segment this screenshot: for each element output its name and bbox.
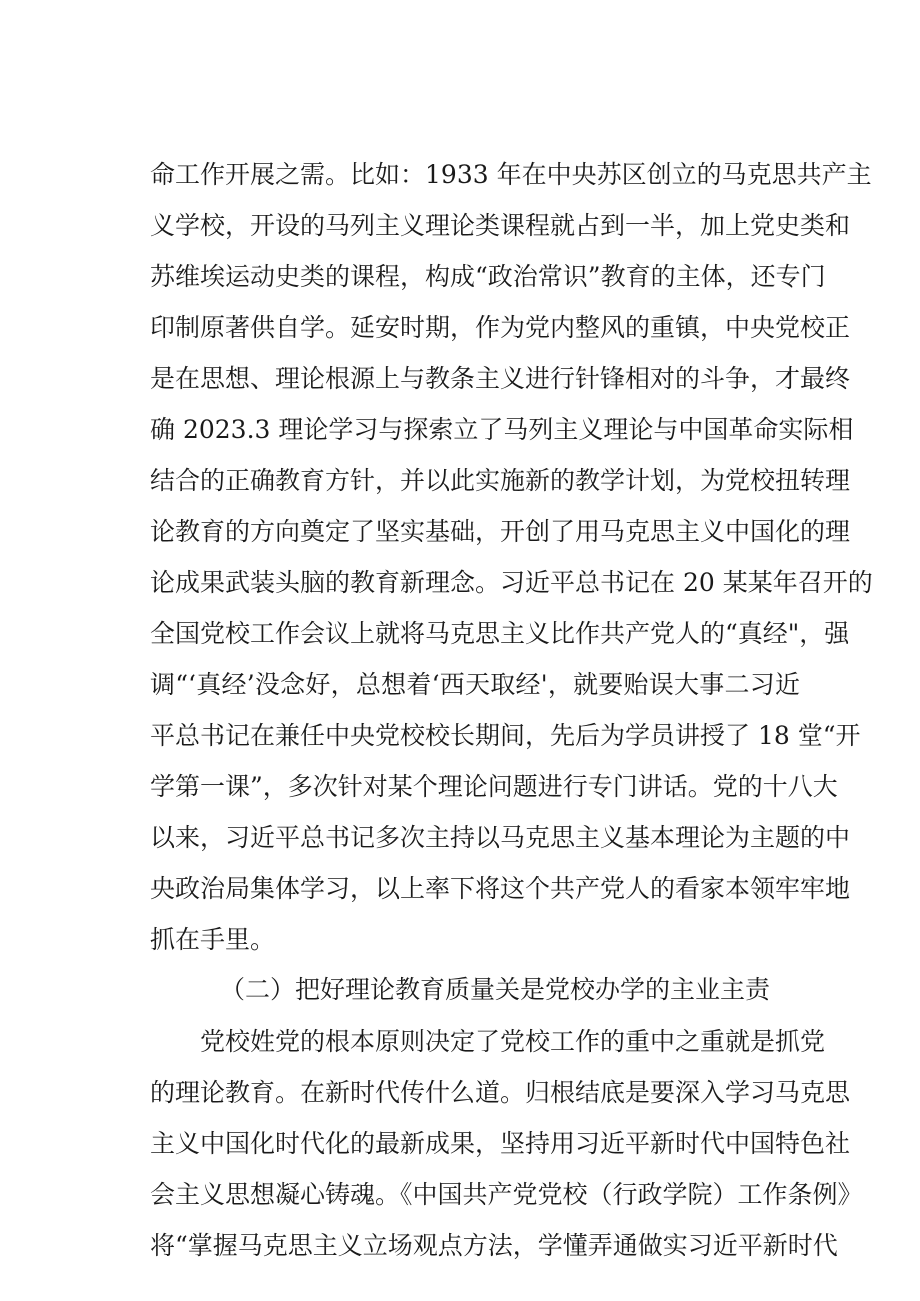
- paragraph-line: 的理论教育。在新时代传什么道。归根结底是要深入学习马克思: [150, 1078, 851, 1107]
- paragraph-line: 印制原著供自学。延安时期，作为党内整风的重镇，中央党校正: [150, 313, 851, 342]
- paragraph-line: 论教育的方向奠定了坚实基础，开创了用马克思主义中国化的理: [150, 517, 851, 546]
- paragraph-line: 命工作开展之需。比如：1933 年在中央苏区创立的马克思共产主: [150, 160, 872, 189]
- paragraph-line: 学第一课”，多次针对某个理论问题进行专门讲话。党的十八大: [150, 772, 838, 801]
- paragraph-line: 苏维埃运动史类的课程，构成“政治常识”教育的主体，还专门: [150, 262, 826, 291]
- paragraph-line: 主义中国化时代化的最新成果，坚持用习近平新时代中国特色社: [150, 1129, 851, 1158]
- paragraph-line: 会主义思想凝心铸魂。《中国共产党党校（行政学院）工作条例》: [150, 1180, 863, 1209]
- paragraph-line: 论成果武装头脑的教育新理念。习近平总书记在 20 某某年召开的: [150, 568, 873, 597]
- paragraph-line: 确 2023.3 理论学习与探索立了马列主义理论与中国革命实际相: [150, 415, 854, 444]
- paragraph-line: 央政治局集体学习，以上率下将这个共产党人的看家本领牢牢地: [150, 874, 851, 903]
- paragraph-line: 平总书记在兼任中央党校校长期间，先后为学员讲授了 18 堂“开: [150, 721, 861, 750]
- paragraph-line: 抓在手里。: [150, 925, 276, 954]
- paragraph-line: 党校姓党的根本原则决定了党校工作的重中之重就是抓党: [200, 1027, 826, 1056]
- paragraph-line: 全国党校工作会议上就将马克思主义比作共产党人的“真经"，强: [150, 619, 850, 648]
- paragraph-line: 结合的正确教育方针，并以此实施新的教学计划，为党校扭转理: [150, 466, 851, 495]
- paragraph-line: 义学校，开设的马列主义理论类课程就占到一半，加上党史类和: [150, 211, 851, 240]
- paragraph-line: 调“‘真经’没念好，总想着‘西天取经'，就要贻误大事二习近: [150, 670, 800, 699]
- paragraph-line: 是在思想、理论根源上与教条主义进行针锋相对的斗争，才最终: [150, 364, 851, 393]
- paragraph-line: 以来，习近平总书记多次主持以马克思主义基本理论为主题的中: [150, 823, 851, 852]
- paragraph-line: 将“掌握马克思主义立场观点方法，学懂弄通做实习近平新时代: [150, 1231, 838, 1260]
- section-heading: （二）把好理论教育质量关是党校办学的主业主责: [220, 975, 771, 1004]
